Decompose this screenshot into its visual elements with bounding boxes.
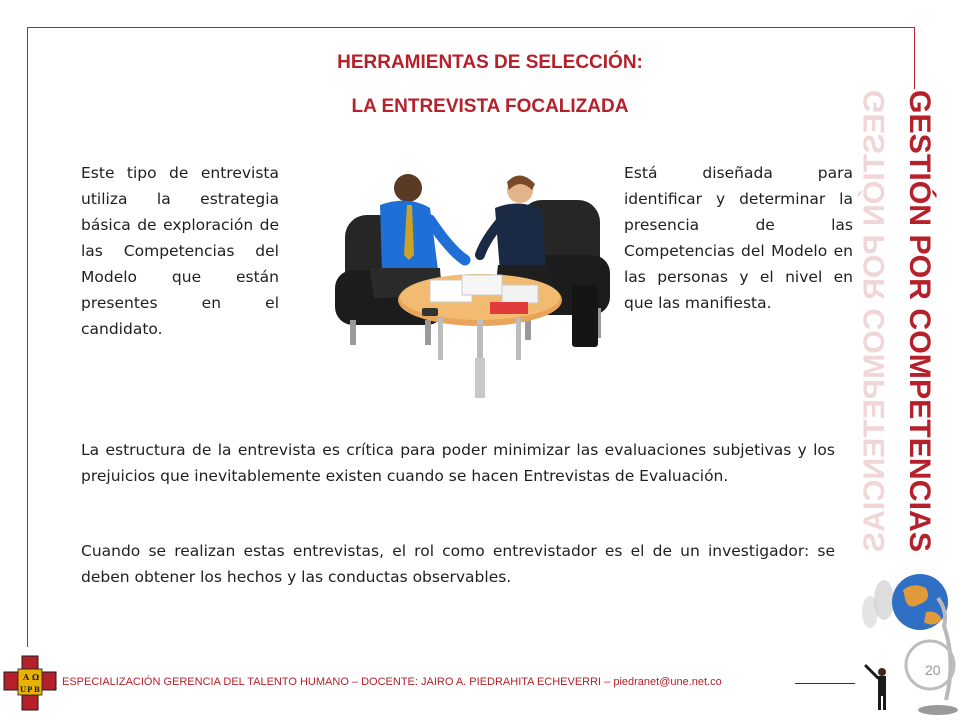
- logo-letter-alpha: A: [23, 672, 30, 682]
- side-title-reflection: GESTIÓN POR COMPETENCIAS: [858, 90, 891, 549]
- logo-letter-u: U: [20, 685, 27, 694]
- university-logo: [2, 654, 58, 712]
- slide-title-line1: HERRAMIENTAS DE SELECCIÓN:: [337, 52, 643, 73]
- body-paragraph-1: La estructura de la entrevista es crítica para poder minimizar las evaluaciones subjetivas y los prejuicios que inevitablemente existen cuando se hacen Entrevistas de Evaluación.: [81, 441, 835, 485]
- left-text-block: Este tipo de entrevista utiliza la estrategia básica de exploración de las Competencias del Modelo que están presentes en el candidato.: [81, 164, 279, 338]
- footer-line: [795, 683, 855, 684]
- frame-left-line: [27, 27, 28, 647]
- right-text-block: Está diseñada para identificar y determinar la presencia de las Competencias del Modelo en las personas y el nivel en que las manifiesta.: [624, 164, 853, 312]
- logo-letter-p: P: [27, 685, 33, 694]
- side-title-vertical: [858, 88, 940, 558]
- body-paragraph-2: Cuando se realizan estas entrevistas, el rol como entrevistador es el de un investigador: se deben obtener los hechos y las conductas observables.: [81, 542, 835, 586]
- page-number: 20: [925, 662, 941, 678]
- frame-top-line: [27, 27, 915, 28]
- interview-illustration: [330, 160, 615, 400]
- side-title-text: GESTIÓN POR COMPETENCIAS: [903, 90, 936, 549]
- frame-right-line: [914, 27, 915, 89]
- globe-businessman-illustration: [848, 560, 958, 718]
- footer-text: ESPECIALIZACIÓN GERENCIA DEL TALENTO HUMANO – DOCENTE: JAIRO A. PIEDRAHITA ECHEVERRI – piedranet@une.net.co: [62, 676, 722, 688]
- logo-letter-b: B: [34, 685, 40, 694]
- slide-title-line2: LA ENTREVISTA FOCALIZADA: [351, 96, 629, 117]
- logo-letter-omega: Ω: [32, 672, 40, 682]
